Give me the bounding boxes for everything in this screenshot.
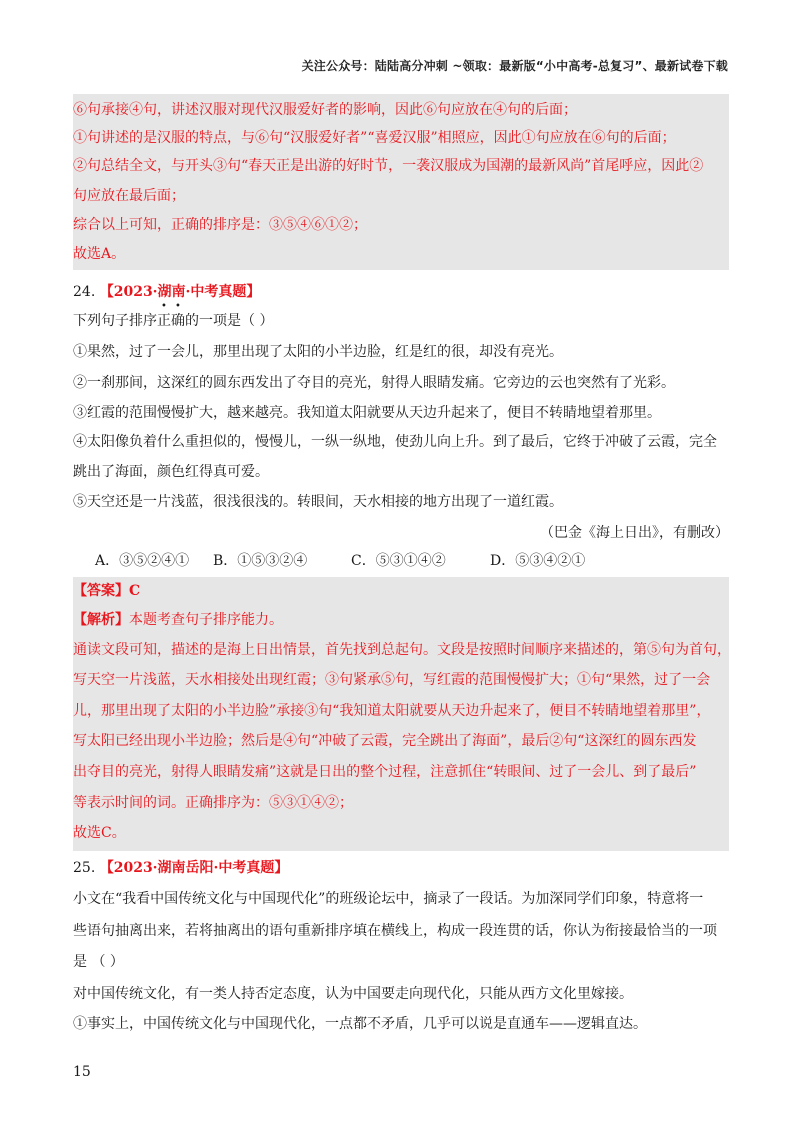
question-number: 24. <box>73 284 96 300</box>
emphasis-char: 正 <box>157 313 171 329</box>
analysis-line: 故选C。 <box>73 825 126 841</box>
sentence-4-cont: 跳出了海面，颜色红得真可爱。 <box>73 464 269 480</box>
question-25-passage: 对中国传统文化，有一类人持否定态度，认为中国要走向现代化，只能从西方文化里嫁接。 <box>73 986 633 1002</box>
stem-emphasis <box>157 313 185 329</box>
analysis-line: ⑥句承接④句，讲述汉服对现代汉服爱好者的影响，因此⑥句应放在④句的后面； <box>73 102 577 118</box>
analysis-line: 儿，那里出现了太阳的小半边脸”承接③句“我知道太阳就要从天边升起来了，便目不转睛地望着那里”， <box>73 703 711 719</box>
sentence-2: ②一刹那间，这深红的圆东西发出了夺目的亮光，射得人眼睛发痛。它旁边的云也突然有了光彩。 <box>73 375 675 391</box>
emphasis-char: 确 <box>171 313 185 329</box>
analysis-line: ①句讲述的是汉服的特点，与⑥句“汉服爱好者”“喜爱汉服”相照应，因此①句应放在⑥句的后面； <box>73 130 676 146</box>
option-b[interactable]: B．①⑤③②④ <box>213 553 308 569</box>
sentence-1: ①果然，过了一会儿，那里出现了太阳的小半边脸，红是红的很，却没有亮光。 <box>73 344 563 360</box>
answer-block <box>73 577 729 851</box>
answer-value: C <box>129 583 141 599</box>
top-analysis-block <box>73 94 729 270</box>
answer-label: 【答案】 <box>73 583 129 599</box>
analysis-label: 【解析】 <box>73 612 129 628</box>
question-25-sentence-1: ①事实上，中国传统文化与中国现代化，一点都不矛盾，几乎可以说是直通车——逻辑直达。 <box>73 1016 647 1032</box>
analysis-line: 句应放在最后面； <box>73 188 185 204</box>
analysis-line: 写天空一片浅蓝，天水相接处出现红霞；③句紧承⑤句，写红霞的范围慢慢扩大；①句“果然，过了一会 <box>73 672 711 688</box>
analysis-line: 写太阳已经出现小半边脸；然后是④句“冲破了云霞，完全跳出了海面”，最后②句“这深红的圆东西发 <box>73 733 697 749</box>
analysis-first: 本题考查句子排序能力。 <box>129 612 283 628</box>
source-citation: （巴金《海上日出》，有删改） <box>540 525 729 541</box>
stem-text: 的一项是（ ） <box>185 313 274 329</box>
analysis-line: 等表示时间的词。正确排序为：⑤③①④②； <box>73 795 353 811</box>
option-c[interactable]: C．⑤③①④② <box>351 553 446 569</box>
question-25-stem-line: 是 （ ） <box>73 954 124 970</box>
analysis-line: ②句总结全文，与开头③句“春天正是出游的好时节，一袭汉服成为国潮的最新风尚”首尾呼应，因此② <box>73 158 704 174</box>
question-24-title <box>73 282 729 302</box>
question-tag: 【2023·湖南·中考真题】 <box>99 284 261 300</box>
question-25-stem-line: 些语句抽离出来，若将抽离出的语句重新排序填在横线上，构成一段连贯的话，你认为衔接最恰当的一项 <box>73 923 717 939</box>
option-a[interactable]: A．③⑤②④① <box>95 553 190 569</box>
question-number: 25. <box>73 860 96 876</box>
question-tag: 【2023·湖南岳阳·中考真题】 <box>99 860 289 876</box>
sentence-3: ③红霞的范围慢慢扩大，越来越亮。我知道太阳就要从天边升起来了，便目不转睛地望着那里。 <box>73 405 661 421</box>
option-d[interactable]: D．⑤③④②① <box>490 553 586 569</box>
question-24-stem <box>73 311 729 331</box>
stem-text: 下列句子排序 <box>73 313 157 329</box>
question-25-title <box>73 858 729 878</box>
analysis-line: 通读文段可知，描述的是海上日出情景，首先找到总起句。文段是按照时间顺序来描述的，第⑤句为首句， <box>73 642 731 658</box>
analysis-heading-line <box>73 610 729 630</box>
sentence-5: ⑤天空还是一片浅蓝，很浅很浅的。转眼间，天水相接的地方出现了一道红霞。 <box>73 494 563 510</box>
analysis-line: 故选A。 <box>73 246 126 262</box>
analysis-line: 综合以上可知，正确的排序是：③⑤④⑥①②； <box>73 217 367 233</box>
page-header: 关注公众号：陆陆高分冲刺 ~领取：最新版“小中高考-总复习”、最新试卷下载 <box>301 59 728 73</box>
page-number: 15 <box>73 1064 91 1080</box>
analysis-line: 出夺目的亮光，射得人眼睛发痛”这就是日出的整个过程，注意抓住“转眼间、过了一会儿、到了最后” <box>73 764 697 780</box>
answer-line <box>73 581 729 601</box>
sentence-4: ④太阳像负着什么重担似的，慢慢儿，一纵一纵地，使劲儿向上升。到了最后，它终于冲破了云霞，完全 <box>73 434 717 450</box>
question-25-stem-line: 小文在“我看中国传统文化与中国现代化”的班级论坛中，摘录了一段话。为加深同学们印象，特意将一 <box>73 891 704 907</box>
